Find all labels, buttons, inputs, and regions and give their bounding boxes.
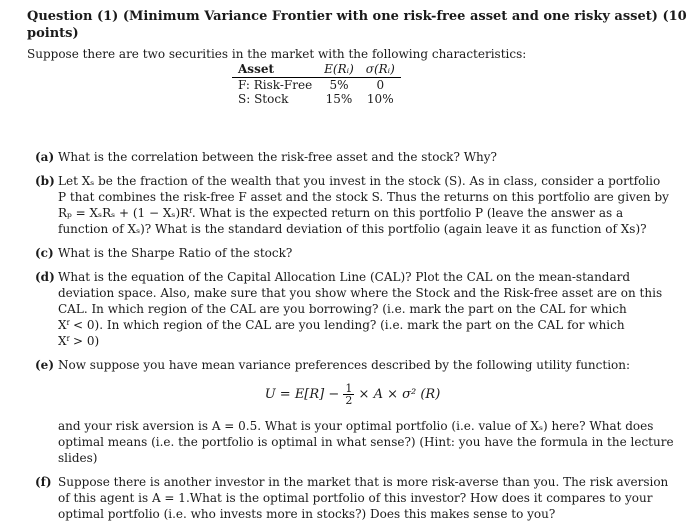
table-row bbox=[232, 78, 401, 93]
item-line: P that combines the risk-free F asset and the stock S. Thus the returns on this portfolio are given by bbox=[58, 190, 669, 204]
item-label: (f) bbox=[35, 475, 52, 489]
item-e bbox=[35, 357, 674, 466]
asset-table bbox=[232, 62, 401, 106]
formula-fraction bbox=[343, 383, 354, 406]
question-items bbox=[35, 149, 674, 530]
header-std-dev: σ(Rᵢ) bbox=[360, 62, 401, 78]
item-line: What is the correlation between the risk-free asset and the stock? Why? bbox=[58, 150, 497, 164]
header-expected-return: E(Rᵢ) bbox=[318, 62, 360, 78]
item-line: What is the Sharpe Ratio of the stock? bbox=[58, 246, 293, 260]
cell-expected-return: 15% bbox=[325, 92, 353, 106]
item-label: (c) bbox=[35, 246, 54, 260]
item-line: Xᶠ > 0) bbox=[58, 334, 100, 348]
item-line: Suppose there is another investor in the market that is more risk-averse than you. The risk aversion bbox=[58, 475, 669, 489]
utility-formula bbox=[58, 383, 647, 406]
header-asset: Asset bbox=[232, 62, 318, 78]
item-line: Now suppose you have mean variance preferences described by the following utility function: bbox=[58, 358, 631, 372]
item-c bbox=[35, 245, 647, 261]
item-text bbox=[58, 474, 669, 522]
item-text bbox=[58, 269, 663, 349]
asset-table-header-row bbox=[232, 62, 401, 78]
question-title bbox=[27, 8, 687, 42]
question-title-line-1: Question (1) (Minimum Variance Frontier with one risk-free asset and one risky asset) (10 bbox=[27, 9, 687, 24]
item-line: function of Xₛ)? What is the standard deviation of this portfolio (again leave it as function of Xs)? bbox=[58, 222, 647, 236]
item-d bbox=[35, 269, 663, 349]
fraction-numerator: 1 bbox=[345, 382, 353, 395]
question-page bbox=[27, 8, 687, 62]
item-line: deviation space. Also, make sure that you show where the Stock and the Risk-free asset are on this bbox=[58, 286, 663, 300]
item-text bbox=[58, 245, 647, 261]
item-line: and your risk aversion is A = 0.5. What is your optimal portfolio (i.e. value of Xₛ) here? What does bbox=[58, 419, 654, 433]
cell-std-dev: 0 bbox=[376, 78, 385, 92]
item-b bbox=[35, 173, 669, 237]
item-line: CAL. In which region of the CAL are you borrowing? (i.e. mark the part on the CAL for which bbox=[58, 302, 627, 316]
item-a bbox=[35, 149, 647, 165]
formula-left: U = E[R] − bbox=[264, 387, 340, 402]
item-label: (e) bbox=[35, 358, 54, 372]
item-line: What is the equation of the Capital Allocation Line (CAL)? Plot the CAL on the mean-standard bbox=[58, 270, 631, 284]
cell-expected-return: 5% bbox=[329, 78, 349, 92]
cell-asset-name: F: Risk-Free bbox=[238, 78, 313, 92]
question-intro: Suppose there are two securities in the market with the following characteristics: bbox=[27, 47, 527, 61]
question-title-line-2: points) bbox=[27, 26, 79, 41]
item-line: slides) bbox=[58, 451, 98, 465]
item-label: (a) bbox=[35, 150, 55, 164]
item-f bbox=[35, 474, 669, 522]
item-label: (d) bbox=[35, 270, 55, 284]
item-line: Rₚ = XₛRₛ + (1 − Xₛ)Rᶠ. What is the expected return on this portfolio P (leave the answer as a bbox=[58, 206, 624, 220]
cell-asset-name: S: Stock bbox=[238, 92, 289, 106]
item-label: (b) bbox=[35, 174, 55, 188]
item-text bbox=[58, 149, 647, 165]
cell-std-dev: 10% bbox=[366, 92, 394, 106]
formula-right: × A × σ² (R) bbox=[358, 387, 441, 402]
item-line: optimal means (i.e. the portfolio is optimal in what sense?) (Hint: you have the formula in the lecture bbox=[58, 435, 674, 449]
fraction-denominator: 2 bbox=[345, 394, 353, 407]
item-line: optimal portfolio (i.e. who invests more in stocks?) Does this makes sense to you? bbox=[58, 507, 556, 521]
item-text bbox=[58, 357, 674, 466]
item-line: Let Xₛ be the fraction of the wealth that you invest in the stock (S). As in class, consider a portfolio bbox=[58, 174, 661, 188]
table-row bbox=[232, 92, 401, 106]
item-line: of this agent is A = 1.What is the optimal portfolio of this investor? How does it compares to your bbox=[58, 491, 653, 505]
item-line: Xᶠ < 0). In which region of the CAL are you lending? (i.e. mark the part on the CAL for which bbox=[58, 318, 625, 332]
item-text bbox=[58, 173, 669, 237]
